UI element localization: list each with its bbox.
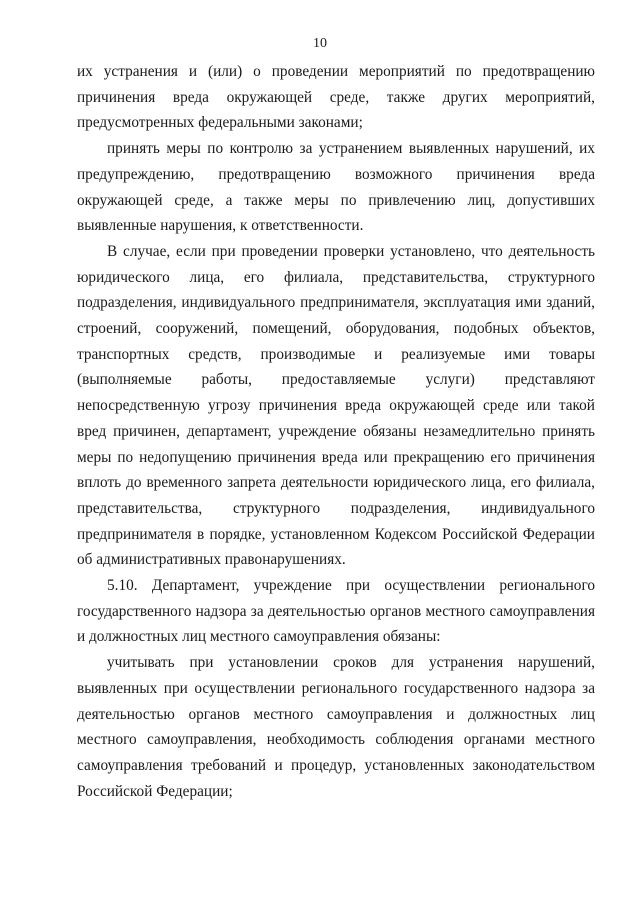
paragraph-deadlines: учитывать при установлении сроков для устранения нарушений, выявленных при осуществлении регионального государственного надзора за деятельностью органов местного самоуправления и должностных лиц местного самоуправления, необходимость соблюдения органами местного самоуправления требований и процедур, установленных законодательством Российской Федерации; (77, 654, 595, 800)
paragraph-control-measures: принять меры по контролю за устранением выявленных нарушений, их предупреждению, предотвращению возможного причинения вреда окружающей среде, а также меры по привлечению лиц, допустивших выявленные нарушения, к ответственности. (77, 140, 595, 235)
page-number: 10 (313, 36, 327, 51)
document-body (77, 59, 595, 804)
paragraph-continuation: их устранения и (или) о проведении мероприятий по предотвращению причинения вреда окружающей среде, также других мероприятий, предусмотренных федеральными законами; (77, 63, 595, 132)
paragraph-section-5-10: 5.10. Департамент, учреждение при осуществлении регионального государственного надзора за деятельностью органов местного самоуправления и должностных лиц местного самоуправления обязаны: (77, 577, 595, 646)
paragraph-direct-threat: В случае, если при проведении проверки установлено, что деятельность юридического лица, его филиала, представительства, структурного подразделения, индивидуального предпринимателя, эксплуатация ими зданий, строений, сооружений, помещений, оборудования, подобных объектов, транспортных средств, производимые и реализуемые ими товары (выполняемые работы, предоставляемые услуги) представляют непосредственную угрозу причинения вреда окружающей среде или такой вред причинен, департамент, учреждение обязаны незамедлительно принять меры по недопущению причинения вреда или прекращению его причинения вплоть до временного запрета деятельности юридического лица, его филиала, представительства, структурного подразделения, индивидуального предпринимателя в порядке, установленном Кодексом Российской Федерации об административных правонарушениях. (77, 242, 595, 569)
